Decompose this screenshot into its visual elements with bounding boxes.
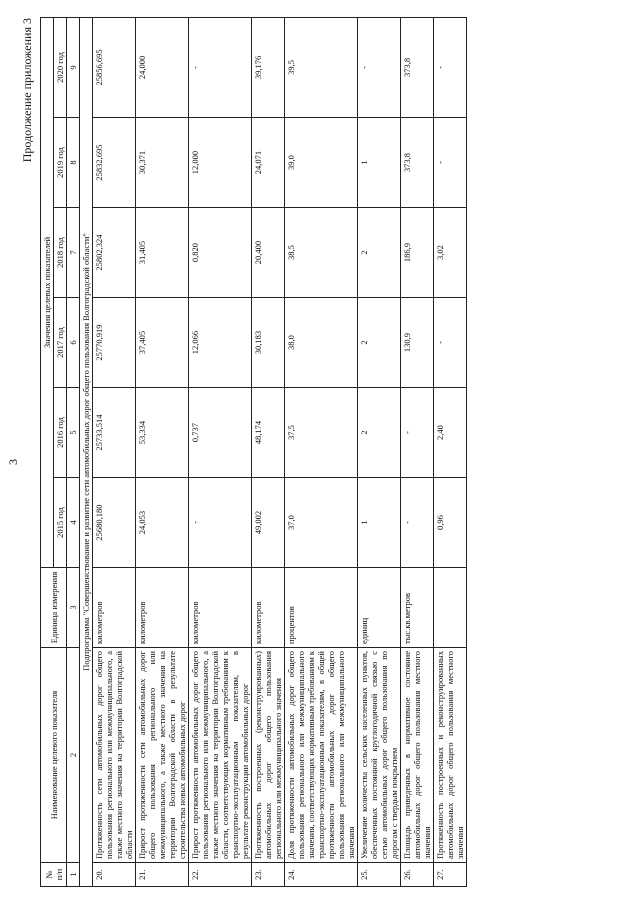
column-index: 7: [67, 208, 80, 298]
unit-of-measure: километров: [136, 568, 189, 648]
subprogram-title: Подпрограмма "Совершенствование и развитие сети автомобильных дорог общего пользования Волгоградской области": [80, 17, 93, 886]
header-year: 2019 год: [54, 118, 67, 208]
column-index: 2: [67, 648, 80, 863]
indicators-table: [40, 17, 467, 887]
indicator-value: 25832,695: [93, 118, 136, 208]
indicator-value: 48,174: [252, 388, 285, 478]
continuation-label: Продолжение приложения 3: [20, 18, 34, 163]
indicator-value: 2: [358, 208, 401, 298]
header-values-group: Значения целевых показателей: [41, 17, 54, 567]
indicator-value: 49,002: [252, 478, 285, 568]
table-row: [401, 17, 434, 886]
unit-of-measure: тыс.кв.метров: [401, 568, 434, 648]
header-year: 2020 год: [54, 17, 67, 117]
indicator-name: Протяженность построенных и реконструированных автомобильных дорог общего пользования местного значения: [434, 648, 467, 863]
row-number: 27.: [434, 863, 467, 887]
row-number: 20.: [93, 863, 136, 887]
column-index: 4: [67, 478, 80, 568]
row-number: 23.: [252, 863, 285, 887]
indicator-name: Площадь приведенных в нормативное состояние автомобильных дорог общего пользования местного значения: [401, 648, 434, 863]
indicator-value: 38,0: [285, 298, 358, 388]
indicator-name: Протяженность построенных (реконструированных) автомобильных дорог общего пользования регионального или межмуниципального значения: [252, 648, 285, 863]
row-number: 21.: [136, 863, 189, 887]
indicator-value: 37,0: [285, 478, 358, 568]
table-row: [136, 17, 189, 886]
row-number: 25.: [358, 863, 401, 887]
indicator-value: -: [401, 478, 434, 568]
column-index: 5: [67, 388, 80, 478]
indicator-value: 30,183: [252, 298, 285, 388]
header-year: 2018 год: [54, 208, 67, 298]
indicator-value: 0,820: [189, 208, 252, 298]
unit-of-measure: километров: [252, 568, 285, 648]
indicator-value: 53,334: [136, 388, 189, 478]
indicator-value: 1: [358, 118, 401, 208]
header-year: 2015 год: [54, 478, 67, 568]
indicator-value: 0,737: [189, 388, 252, 478]
indicator-value: 3,02: [434, 208, 467, 298]
header-name: Наименование целевого показателя: [41, 648, 67, 863]
row-number: 24.: [285, 863, 358, 887]
indicator-value: 1: [358, 478, 401, 568]
unit-of-measure: километров: [93, 568, 136, 648]
indicator-value: 24,000: [136, 17, 189, 117]
indicator-value: 373,8: [401, 17, 434, 117]
indicator-value: 2: [358, 388, 401, 478]
page-number: 3: [6, 459, 20, 465]
indicator-name: Протяженность сети автомобильных дорог общего пользования регионального или межмуниципального, а также местного значения на территории Волгоградской области: [93, 648, 136, 863]
indicator-value: 25802,324: [93, 208, 136, 298]
indicator-value: 2: [358, 298, 401, 388]
indicator-value: 130,9: [401, 298, 434, 388]
indicator-value: -: [358, 17, 401, 117]
row-number: 22.: [189, 863, 252, 887]
indicator-name: Доля протяженности автомобильных дорог общего пользования регионального или межмуниципального значения, соответствующих нормативным требованиям к транспортно-эксплуатационным показателям, в общей протяженности автомобильных дорог общего пользования регионального или межмуниципального значения: [285, 648, 358, 863]
indicator-value: -: [434, 118, 467, 208]
indicator-value: 12,000: [189, 118, 252, 208]
unit-of-measure: единиц: [358, 568, 401, 648]
table-row: [285, 17, 358, 886]
indicator-value: 37,405: [136, 298, 189, 388]
indicator-value: 20,400: [252, 208, 285, 298]
table-row: [252, 17, 285, 886]
indicator-value: 31,405: [136, 208, 189, 298]
header-unit: Единица измерения: [41, 568, 67, 648]
header-year: 2016 год: [54, 388, 67, 478]
indicator-value: 39,0: [285, 118, 358, 208]
column-index: 3: [67, 568, 80, 648]
indicator-value: -: [401, 388, 434, 478]
indicator-value: 25680,180: [93, 478, 136, 568]
indicator-name: Прирост протяженности автомобильных дорог общего пользования регионального или межмуниципального, а также местного значения на территории Волгоградской области, соответствующих нормативным требованиям к транспортно-эксплуатационным показателям, в результате реконструкции автомобильных дорог: [189, 648, 252, 863]
indicator-value: 38,5: [285, 208, 358, 298]
column-index: 9: [67, 17, 80, 117]
indicator-value: 25856,695: [93, 17, 136, 117]
indicator-value: -: [189, 17, 252, 117]
indicator-value: 186,9: [401, 208, 434, 298]
indicator-value: 39,176: [252, 17, 285, 117]
indicator-value: 30,371: [136, 118, 189, 208]
header-num: № п/п: [41, 863, 67, 887]
indicator-value: 373,8: [401, 118, 434, 208]
indicator-value: 24,071: [252, 118, 285, 208]
column-index: 1: [67, 863, 80, 887]
indicator-value: 12,066: [189, 298, 252, 388]
row-number: 26.: [401, 863, 434, 887]
indicator-value: 25733,514: [93, 388, 136, 478]
indicator-value: 25770,919: [93, 298, 136, 388]
indicator-value: 39,5: [285, 17, 358, 117]
indicator-value: 2,40: [434, 388, 467, 478]
column-index: 6: [67, 298, 80, 388]
table-row: [358, 17, 401, 886]
indicator-name: Прирост протяженности сети автомобильных дорог общего пользования регионального или межмуниципального, а также местного значения на территории Волгоградской области в результате строительства новых автомобильных дорог: [136, 648, 189, 863]
indicator-value: -: [434, 298, 467, 388]
unit-of-measure: километров: [189, 568, 252, 648]
unit-of-measure: [434, 568, 467, 648]
table-row: [93, 17, 136, 886]
unit-of-measure: процентов: [285, 568, 358, 648]
indicator-value: -: [434, 17, 467, 117]
indicator-name: Увеличение количества сельских населенных пунктов, обеспеченных постоянной круглогодичной связью с сетью автомобильных дорог общего пользования по дорогам с твердым покрытием: [358, 648, 401, 863]
column-index: 8: [67, 118, 80, 208]
table-row: [434, 17, 467, 886]
header-year: 2017 год: [54, 298, 67, 388]
indicator-value: 0,96: [434, 478, 467, 568]
indicator-value: -: [189, 478, 252, 568]
indicator-value: 24,053: [136, 478, 189, 568]
indicator-value: 37,5: [285, 388, 358, 478]
table-row: [189, 17, 252, 886]
